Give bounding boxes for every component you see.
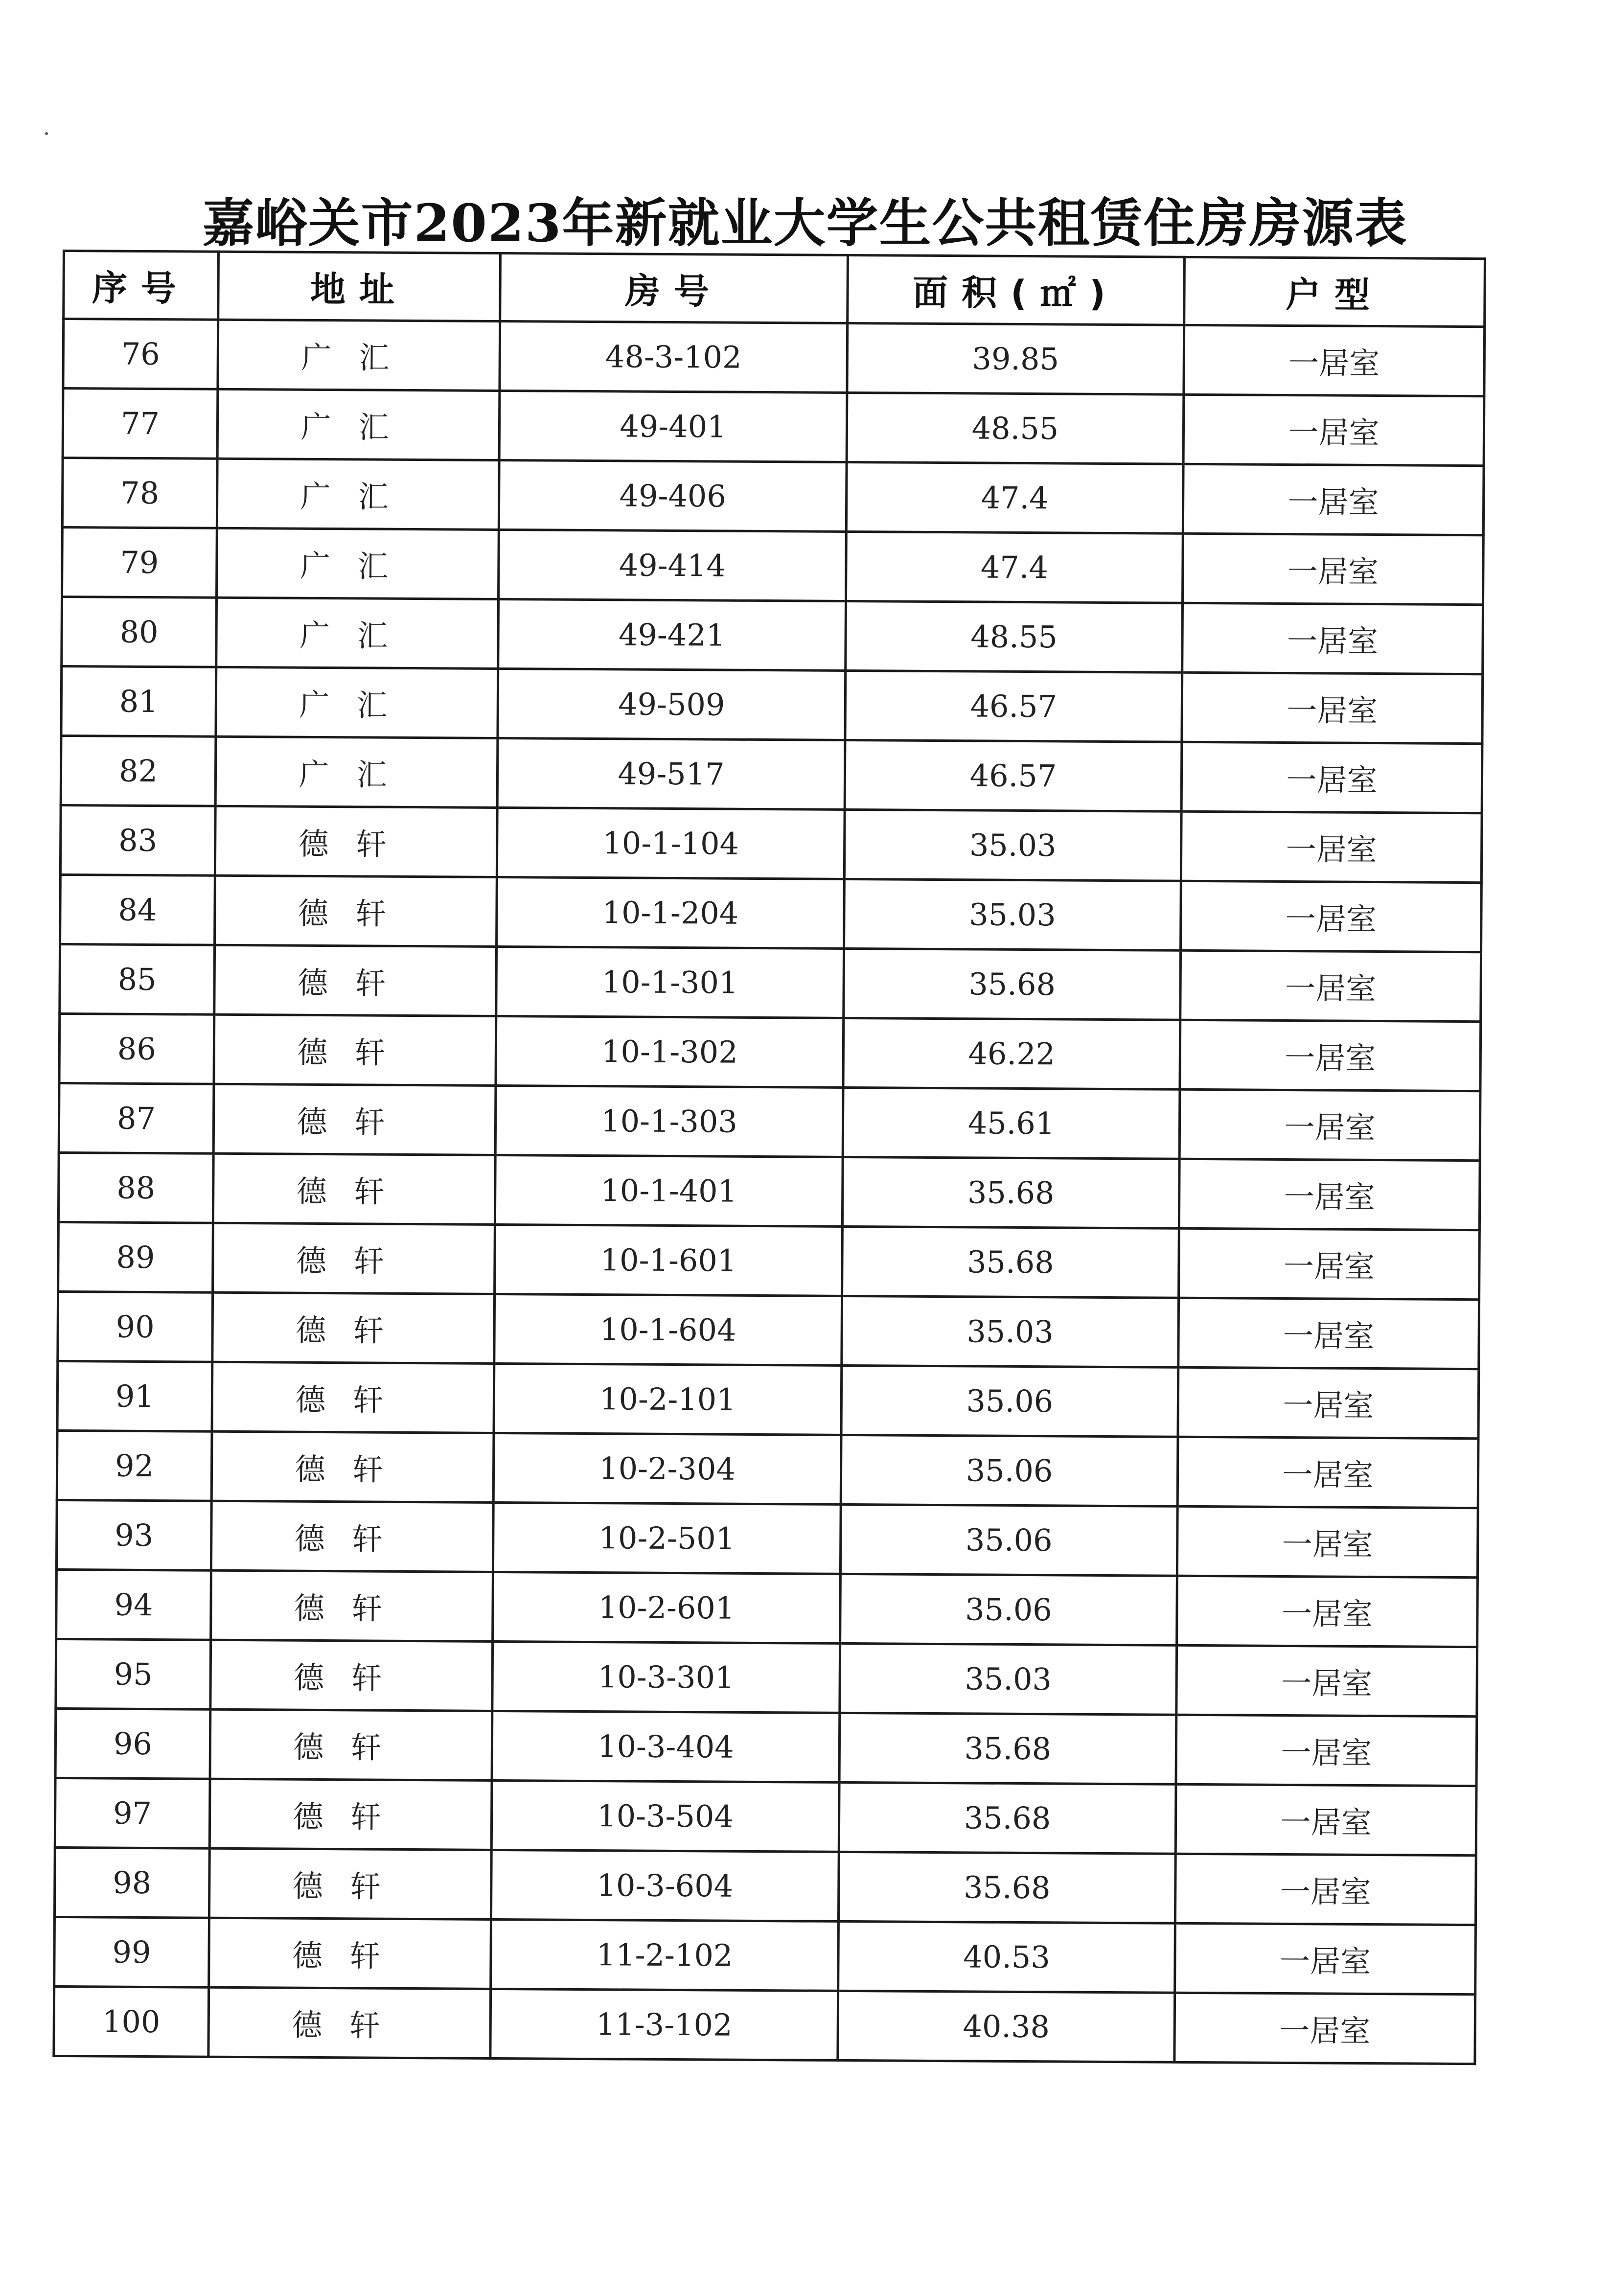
- cell-area: 35.06: [841, 1365, 1178, 1437]
- cell-address: 德轩: [213, 1223, 495, 1294]
- cell-area: 35.03: [842, 1296, 1179, 1367]
- cell-type: 一居室: [1177, 1576, 1478, 1647]
- cell-seq: 76: [63, 319, 218, 390]
- cell-address: 德轩: [215, 875, 497, 946]
- cell-address: 德轩: [209, 1848, 491, 1919]
- cell-room: 49-421: [498, 599, 846, 670]
- cell-seq: 97: [55, 1778, 210, 1848]
- cell-seq: 86: [59, 1013, 214, 1084]
- table-row: [54, 1986, 1475, 2064]
- table-row: [60, 944, 1481, 1021]
- cell-type: 一居室: [1181, 742, 1482, 813]
- table-header-row: [64, 251, 1485, 327]
- cell-type: 一居室: [1174, 1993, 1475, 2064]
- cell-room: 11-3-102: [490, 1989, 838, 2060]
- cell-area: 35.68: [842, 1226, 1179, 1298]
- cell-type: 一居室: [1176, 1645, 1477, 1716]
- cell-area: 35.06: [841, 1435, 1178, 1506]
- cell-room: 48-3-102: [500, 321, 848, 392]
- cell-area: 46.57: [845, 740, 1182, 811]
- cell-address: 德轩: [213, 1084, 496, 1155]
- cell-type: 一居室: [1178, 1367, 1479, 1438]
- cell-area: 35.68: [842, 1157, 1179, 1228]
- cell-room: 10-1-604: [494, 1294, 842, 1365]
- cell-area: 35.68: [838, 1852, 1175, 1923]
- cell-room: 10-2-101: [494, 1363, 842, 1435]
- cell-seq: 90: [58, 1291, 213, 1362]
- cell-seq: 80: [62, 597, 217, 667]
- cell-room: 10-1-401: [495, 1155, 843, 1226]
- cell-address: 德轩: [208, 1987, 491, 2058]
- cell-type: 一居室: [1182, 672, 1483, 743]
- cell-address: 广汇: [217, 389, 500, 460]
- cell-address: 德轩: [212, 1292, 495, 1363]
- cell-room: 11-2-102: [491, 1919, 839, 1991]
- cell-address: 广汇: [215, 736, 498, 807]
- table-row: [62, 528, 1484, 605]
- table-row: [58, 1291, 1479, 1369]
- cell-area: 35.03: [844, 879, 1181, 950]
- cell-seq: 98: [54, 1847, 209, 1918]
- cell-address: 德轩: [210, 1709, 492, 1780]
- cell-seq: 89: [58, 1222, 213, 1292]
- cell-area: 35.68: [839, 1713, 1176, 1784]
- cell-address: 德轩: [209, 1918, 491, 1989]
- cell-area: 46.22: [843, 1018, 1180, 1089]
- cell-type: 一居室: [1182, 603, 1483, 674]
- table-row: [59, 1083, 1480, 1160]
- cell-area: 45.61: [843, 1087, 1180, 1159]
- cell-seq: 96: [55, 1708, 210, 1779]
- table-row: [63, 319, 1485, 396]
- table-row: [55, 1708, 1477, 1786]
- table-row: [62, 597, 1483, 674]
- cell-address: 德轩: [210, 1640, 493, 1711]
- cell-seq: 85: [60, 944, 215, 1014]
- cell-room: 49-509: [498, 668, 846, 740]
- table-row: [60, 805, 1482, 882]
- cell-room: 49-401: [499, 390, 847, 462]
- cell-type: 一居室: [1181, 811, 1482, 882]
- cell-seq: 91: [57, 1361, 212, 1431]
- cell-type: 一居室: [1175, 1784, 1476, 1855]
- cell-type: 一居室: [1176, 1715, 1477, 1786]
- cell-area: 40.53: [838, 1921, 1175, 1993]
- cell-area: 35.03: [840, 1643, 1177, 1715]
- table-row: [59, 1013, 1481, 1091]
- table-row: [61, 666, 1483, 744]
- cell-address: 德轩: [213, 1153, 495, 1224]
- header-area: 面积(㎡): [848, 255, 1185, 325]
- cell-address: 德轩: [211, 1570, 493, 1641]
- cell-address: 广汇: [218, 320, 500, 390]
- cell-type: 一居室: [1183, 394, 1484, 465]
- cell-type: 一居室: [1178, 1298, 1479, 1369]
- table-row: [56, 1569, 1478, 1647]
- cell-seq: 79: [62, 528, 217, 598]
- cell-type: 一居室: [1179, 1089, 1480, 1160]
- cell-seq: 78: [62, 458, 217, 528]
- cell-area: 47.4: [846, 462, 1183, 533]
- cell-seq: 84: [60, 874, 215, 945]
- cell-room: 10-1-601: [495, 1224, 843, 1296]
- cell-type: 一居室: [1179, 1159, 1480, 1230]
- cell-area: 40.38: [838, 1991, 1175, 2062]
- cell-room: 49-406: [499, 460, 847, 531]
- table-row: [55, 1778, 1476, 1855]
- table-row: [62, 458, 1484, 535]
- cell-type: 一居室: [1183, 464, 1484, 535]
- table-row: [57, 1361, 1479, 1438]
- cell-room: 49-517: [497, 738, 845, 809]
- cell-seq: 83: [60, 805, 215, 875]
- cell-type: 一居室: [1184, 325, 1485, 396]
- cell-seq: 93: [56, 1500, 211, 1570]
- cell-address: 德轩: [214, 945, 497, 1016]
- cell-room: 10-2-601: [493, 1572, 841, 1643]
- table-row: [54, 1847, 1476, 1925]
- cell-address: 广汇: [216, 597, 499, 668]
- table-body: [54, 319, 1485, 2064]
- cell-type: 一居室: [1180, 950, 1481, 1021]
- cell-seq: 87: [59, 1083, 214, 1153]
- scan-speck: [45, 132, 48, 135]
- cell-room: 10-1-104: [497, 807, 845, 879]
- cell-seq: 94: [56, 1569, 211, 1640]
- cell-seq: 82: [61, 735, 216, 806]
- cell-room: 10-2-501: [493, 1502, 841, 1574]
- cell-room: 10-1-303: [495, 1085, 843, 1157]
- cell-area: 35.68: [839, 1782, 1176, 1854]
- cell-area: 46.57: [845, 670, 1182, 742]
- cell-type: 一居室: [1180, 1020, 1481, 1091]
- cell-address: 德轩: [212, 1362, 494, 1433]
- table-row: [58, 1152, 1480, 1230]
- cell-room: 10-3-604: [491, 1850, 839, 1921]
- cell-type: 一居室: [1175, 1854, 1476, 1925]
- table-row: [54, 1917, 1476, 1994]
- cell-address: 德轩: [214, 1014, 496, 1085]
- page-title: 嘉峪关市2023年新就业大学生公共租赁住房房源表: [202, 192, 1408, 254]
- cell-address: 广汇: [217, 528, 499, 599]
- header-address: 地址: [218, 252, 501, 321]
- cell-seq: 95: [56, 1639, 211, 1709]
- cell-address: 广汇: [216, 667, 498, 738]
- cell-room: 10-1-204: [497, 877, 845, 948]
- table-row: [63, 389, 1484, 466]
- cell-area: 35.06: [840, 1504, 1177, 1576]
- cell-address: 德轩: [215, 806, 497, 877]
- table-row: [56, 1639, 1477, 1716]
- cell-room: 10-3-404: [492, 1711, 840, 1782]
- cell-area: 48.55: [846, 601, 1183, 672]
- cell-room: 10-1-301: [496, 946, 844, 1018]
- cell-area: 47.4: [846, 531, 1183, 603]
- table-row: [60, 874, 1482, 952]
- cell-room: 10-1-302: [496, 1016, 844, 1087]
- cell-area: 39.85: [847, 323, 1184, 394]
- cell-type: 一居室: [1181, 881, 1482, 952]
- cell-area: 35.68: [844, 948, 1181, 1020]
- cell-room: 10-2-304: [493, 1433, 841, 1504]
- table-row: [56, 1500, 1478, 1577]
- cell-seq: 77: [63, 389, 218, 459]
- cell-seq: 81: [61, 666, 216, 737]
- cell-type: 一居室: [1175, 1923, 1476, 1994]
- cell-type: 一居室: [1183, 533, 1484, 604]
- header-room: 房号: [500, 253, 848, 323]
- cell-seq: 92: [57, 1430, 212, 1501]
- cell-address: 德轩: [211, 1501, 493, 1572]
- header-seq: 序号: [64, 251, 219, 320]
- cell-room: 49-414: [499, 529, 847, 601]
- cell-type: 一居室: [1177, 1437, 1478, 1508]
- header-type: 户型: [1184, 257, 1485, 326]
- cell-area: 35.06: [840, 1574, 1177, 1645]
- cell-type: 一居室: [1179, 1228, 1480, 1299]
- cell-room: 10-3-504: [491, 1780, 839, 1852]
- cell-address: 德轩: [211, 1431, 494, 1502]
- cell-seq: 100: [54, 1986, 209, 2057]
- housing-table: [52, 250, 1486, 2065]
- cell-area: 35.03: [844, 809, 1181, 881]
- table-row: [58, 1222, 1480, 1299]
- table-row: [57, 1430, 1478, 1508]
- cell-type: 一居室: [1177, 1506, 1478, 1577]
- cell-seq: 99: [54, 1917, 209, 1987]
- cell-room: 10-3-301: [492, 1641, 840, 1713]
- table-row: [61, 735, 1482, 813]
- cell-seq: 88: [58, 1152, 213, 1223]
- cell-address: 德轩: [209, 1779, 492, 1850]
- cell-address: 广汇: [217, 459, 499, 529]
- cell-area: 48.55: [847, 392, 1184, 464]
